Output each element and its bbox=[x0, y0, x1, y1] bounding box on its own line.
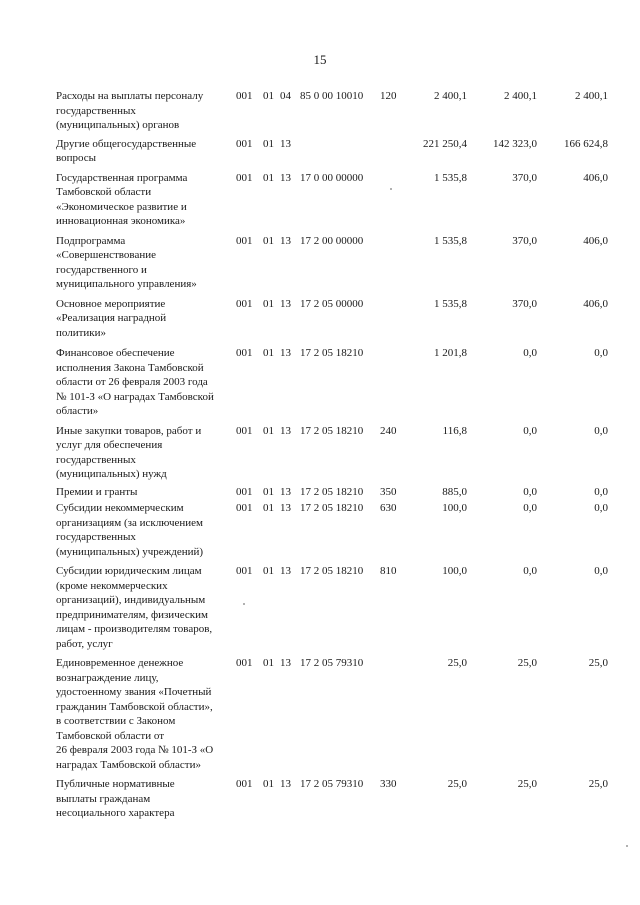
row-name: Субсидии некоммерческим организациям (за исключением государственных (муниципальных) учреждений) bbox=[56, 502, 204, 558]
amount-year-2: 370,0 bbox=[512, 171, 537, 184]
amount-year-1: 25,0 bbox=[447, 657, 467, 669]
target-article-code: 17 2 05 00000 bbox=[300, 297, 364, 310]
row-name: Другие общегосударственные вопросы bbox=[56, 137, 197, 164]
table-row bbox=[0, 656, 640, 772]
ved-code: 001 bbox=[236, 502, 253, 514]
target-article-code: 17 2 00 00000 bbox=[300, 234, 364, 247]
table-row bbox=[0, 234, 640, 292]
row-name: Финансовое обеспечение исполнения Закона Тамбовской области от 26 февраля 2003 года № 101-З «О наградах Тамбовской области» bbox=[56, 347, 214, 417]
subsection-code: 13 bbox=[280, 234, 291, 247]
amount-year-1: 116,8 bbox=[442, 424, 467, 437]
amount-year-3: 406,0 bbox=[583, 297, 608, 310]
scan-speck bbox=[390, 188, 392, 190]
table-row bbox=[0, 346, 640, 419]
target-article-code: 17 2 05 79310 bbox=[300, 657, 364, 669]
ved-code: 001 bbox=[236, 347, 253, 359]
subsection-code: 13 bbox=[280, 347, 291, 359]
expense-type-code: 120 bbox=[380, 90, 397, 102]
ved-code: 001 bbox=[236, 90, 253, 102]
expense-type-code: 330 bbox=[380, 778, 397, 790]
subsection-code: 04 bbox=[280, 90, 291, 102]
amount-year-2: 0,0 bbox=[523, 502, 537, 514]
target-article-code: 17 2 05 18210 bbox=[300, 485, 364, 498]
amount-year-1: 100,0 bbox=[442, 502, 467, 514]
subsection-code: 13 bbox=[280, 171, 291, 184]
amount-year-3: 166 624,8 bbox=[564, 137, 608, 150]
amount-year-1: 221 250,4 bbox=[423, 137, 467, 150]
expense-type-code: 630 bbox=[380, 502, 397, 514]
amount-year-3: 0,0 bbox=[594, 565, 608, 577]
section-code: 01 bbox=[263, 424, 274, 437]
amount-year-3: 25,0 bbox=[588, 657, 608, 669]
amount-year-3: 0,0 bbox=[594, 424, 608, 437]
amount-year-2: 0,0 bbox=[523, 565, 537, 577]
amount-year-2: 25,0 bbox=[517, 657, 537, 669]
subsection-code: 13 bbox=[280, 502, 291, 514]
table-row bbox=[0, 564, 640, 651]
table-row bbox=[0, 424, 640, 482]
budget-table bbox=[0, 89, 640, 821]
amount-year-3: 0,0 bbox=[594, 502, 608, 514]
target-article-code: 17 2 05 18210 bbox=[300, 502, 364, 514]
subsection-code: 13 bbox=[280, 778, 291, 790]
subsection-code: 13 bbox=[280, 424, 291, 437]
row-name: Единовременное денежное вознаграждение лицу, удостоенному звания «Почетный гражданин Тамбовской области», в соответствии с Законом Тамбовской области от 26 февраля 2003 года № 101-З «О наградах Тамбовской области» bbox=[56, 657, 214, 771]
target-article-code: 17 0 00 00000 bbox=[300, 171, 364, 184]
amount-year-3: 2 400,1 bbox=[575, 90, 608, 102]
table-row bbox=[0, 297, 640, 341]
expense-type-code: 350 bbox=[380, 485, 397, 498]
section-code: 01 bbox=[263, 171, 274, 184]
ved-code: 001 bbox=[236, 565, 253, 577]
ved-code: 001 bbox=[236, 171, 253, 184]
amount-year-2: 25,0 bbox=[517, 778, 537, 790]
table-row bbox=[0, 485, 640, 500]
section-code: 01 bbox=[263, 778, 274, 790]
amount-year-3: 0,0 bbox=[594, 485, 608, 498]
ved-code: 001 bbox=[236, 424, 253, 437]
amount-year-3: 406,0 bbox=[583, 171, 608, 184]
row-name: Иные закупки товаров, работ и услуг для обеспечения государственных (муниципальных) нужд bbox=[56, 424, 202, 480]
row-name: Подпрограмма «Совершенствование государственного и муниципального управления» bbox=[56, 234, 197, 290]
target-article-code: 17 2 05 18210 bbox=[300, 565, 364, 577]
page-number: 15 bbox=[313, 52, 327, 67]
section-code: 01 bbox=[263, 137, 274, 150]
amount-year-2: 0,0 bbox=[523, 347, 537, 359]
scan-speck bbox=[243, 603, 245, 605]
scan-speck bbox=[626, 845, 628, 847]
amount-year-2: 370,0 bbox=[512, 297, 537, 310]
table-row bbox=[0, 171, 640, 229]
target-article-code: 17 2 05 79310 bbox=[300, 778, 364, 790]
amount-year-1: 1 535,8 bbox=[434, 234, 467, 247]
expense-type-code: 240 bbox=[380, 424, 397, 437]
section-code: 01 bbox=[263, 234, 274, 247]
ved-code: 001 bbox=[236, 485, 253, 498]
amount-year-1: 1 201,8 bbox=[434, 347, 467, 359]
row-name: Публичные нормативные выплаты гражданам несоциального характера bbox=[56, 778, 175, 819]
target-article-code: 85 0 00 10010 bbox=[300, 90, 364, 102]
subsection-code: 13 bbox=[280, 137, 291, 150]
amount-year-3: 406,0 bbox=[583, 234, 608, 247]
amount-year-2: 142 323,0 bbox=[493, 137, 537, 150]
amount-year-3: 0,0 bbox=[594, 347, 608, 359]
ved-code: 001 bbox=[236, 778, 253, 790]
row-name: Премии и гранты bbox=[56, 485, 138, 498]
subsection-code: 13 bbox=[280, 657, 291, 669]
amount-year-1: 100,0 bbox=[442, 565, 467, 577]
section-code: 01 bbox=[263, 485, 274, 498]
subsection-code: 13 bbox=[280, 565, 291, 577]
section-code: 01 bbox=[263, 297, 274, 310]
row-name: Субсидии юридическим лицам (кроме некоммерческих организаций), индивидуальным предпринимателям, физическим лицам - производителям товаров, работ, услуг bbox=[56, 565, 213, 650]
subsection-code: 13 bbox=[280, 485, 291, 498]
table-row bbox=[0, 501, 640, 559]
table-row bbox=[0, 89, 640, 133]
ved-code: 001 bbox=[236, 234, 253, 247]
expense-type-code: 810 bbox=[380, 565, 397, 577]
amount-year-1: 1 535,8 bbox=[434, 171, 467, 184]
amount-year-2: 370,0 bbox=[512, 234, 537, 247]
amount-year-2: 0,0 bbox=[523, 424, 537, 437]
target-article-code: 17 2 05 18210 bbox=[300, 347, 364, 359]
ved-code: 001 bbox=[236, 297, 253, 310]
amount-year-2: 2 400,1 bbox=[504, 90, 537, 102]
target-article-code: 17 2 05 18210 bbox=[300, 424, 364, 437]
row-name: Государственная программа Тамбовской области «Экономическое развитие и инновационная экономика» bbox=[56, 171, 188, 227]
row-name: Расходы на выплаты персоналу государственных (муниципальных) органов bbox=[56, 90, 204, 131]
subsection-code: 13 bbox=[280, 297, 291, 310]
section-code: 01 bbox=[263, 565, 274, 577]
section-code: 01 bbox=[263, 90, 274, 102]
table-row bbox=[0, 137, 640, 166]
amount-year-1: 1 535,8 bbox=[434, 297, 467, 310]
amount-year-3: 25,0 bbox=[588, 778, 608, 790]
table-row bbox=[0, 777, 640, 821]
ved-code: 001 bbox=[236, 657, 253, 669]
ved-code: 001 bbox=[236, 137, 253, 150]
section-code: 01 bbox=[263, 657, 274, 669]
amount-year-1: 885,0 bbox=[442, 485, 467, 498]
row-name: Основное мероприятие «Реализация наградной политики» bbox=[56, 297, 167, 339]
amount-year-1: 25,0 bbox=[447, 778, 467, 790]
amount-year-1: 2 400,1 bbox=[434, 90, 467, 102]
amount-year-2: 0,0 bbox=[523, 485, 537, 498]
section-code: 01 bbox=[263, 502, 274, 514]
section-code: 01 bbox=[263, 347, 274, 359]
